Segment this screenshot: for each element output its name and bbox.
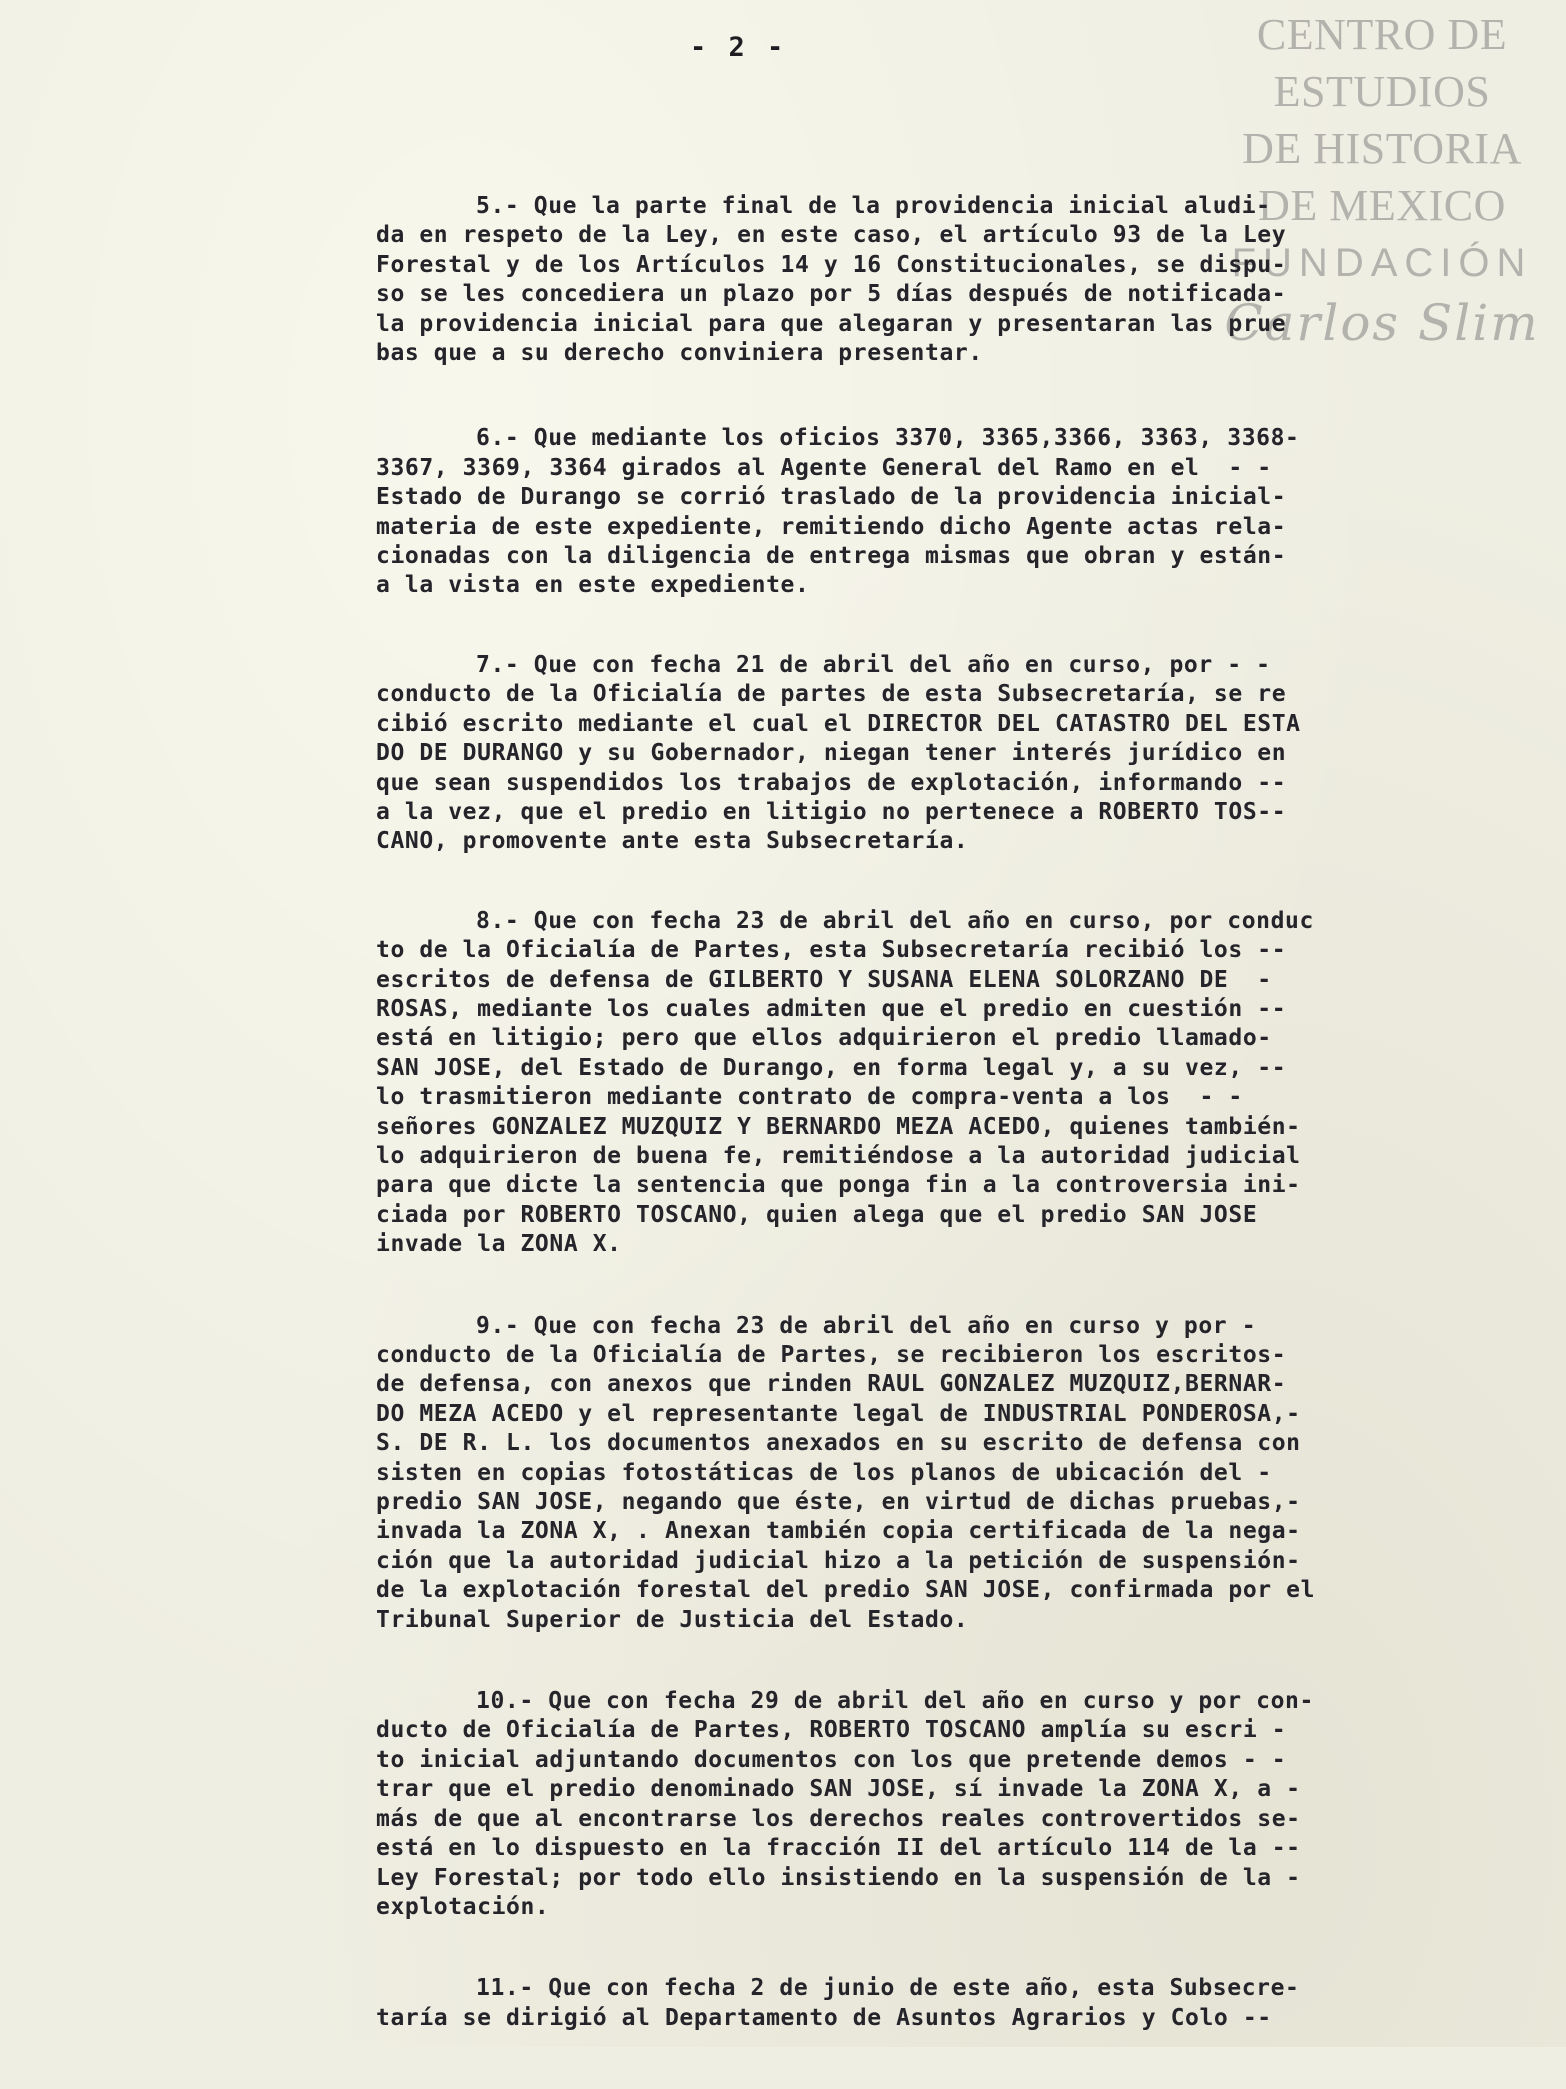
- paragraph-line: cionadas con la diligencia de entrega mismas que obran y están-: [376, 543, 1287, 570]
- paragraph-8: [376, 907, 1422, 1260]
- paragraph-7: [376, 651, 1422, 857]
- paragraph-line: a la vista en este expediente.: [376, 572, 810, 599]
- paragraph-line: so se les concediera un plazo por 5 días después de notificada-: [376, 281, 1287, 308]
- paragraph-line: cibió escrito mediante el cual el DIRECTOR DEL CATASTRO DEL ESTA: [376, 710, 1301, 737]
- paragraph-line: Tribunal Superior de Justicia del Estado.: [376, 1606, 969, 1633]
- paragraph-line: señores GONZALEZ MUZQUIZ Y BERNARDO MEZA ACEDO, quienes también-: [376, 1113, 1301, 1140]
- paragraph-line: materia de este expediente, remitiendo dicho Agente actas rela-: [376, 513, 1287, 540]
- watermark-line-3: DE HISTORIA: [1242, 124, 1522, 173]
- paragraph-11: [376, 1974, 1422, 2033]
- paragraph-line: to inicial adjuntando documentos con los que pretende demos - -: [376, 1746, 1287, 1773]
- paragraph-line: bas que a su derecho conviniera presentar.: [376, 340, 983, 367]
- watermark-signature: Carlos Slim: [1224, 294, 1540, 352]
- paragraph-line: to de la Oficialía de Partes, esta Subsecretaría recibió los --: [376, 937, 1287, 964]
- paragraph-line: conducto de la Oficialía de partes de esta Subsecretaría, se re: [376, 681, 1287, 708]
- paragraph-line: 5.- Que la parte final de la providencia inicial aludi-: [476, 193, 1271, 219]
- paragraph-line: DO DE DURANGO y su Gobernador, niegan tener interés jurídico en: [376, 740, 1287, 767]
- paragraph-line: SAN JOSE, del Estado de Durango, en forma legal y, a su vez, --: [376, 1054, 1287, 1081]
- paragraph-line: ciada por ROBERTO TOSCANO, quien alega que el predio SAN JOSE: [376, 1201, 1258, 1228]
- paragraph-line: la providencia inicial para que alegaran y presentaran las prue: [376, 310, 1287, 337]
- watermark-line-4: DE MEXICO: [1258, 181, 1506, 230]
- paragraph-line: DO MEZA ACEDO y el representante legal de INDUSTRIAL PONDEROSA,-: [376, 1400, 1301, 1427]
- paragraph-line: 10.- Que con fecha 29 de abril del año en curso y por con-: [476, 1688, 1314, 1715]
- paragraph-line: para que dicte la sentencia que ponga fin a la controversia ini-: [376, 1172, 1301, 1199]
- paragraph-line: de defensa, con anexos que rinden RAUL GONZALEZ MUZQUIZ,BERNAR-: [376, 1371, 1287, 1398]
- paragraph-line: a la vez, que el predio en litigio no pertenece a ROBERTO TOS--: [376, 798, 1287, 825]
- paragraph-line: ROSAS, mediante los cuales admiten que el predio en cuestión --: [376, 995, 1287, 1022]
- paragraph-line: 9.- Que con fecha 23 de abril del año en curso y por -: [476, 1312, 1257, 1339]
- paragraph-line: invada la ZONA X, . Anexan también copia certificada de la nega-: [376, 1518, 1301, 1545]
- paragraph-line: trar que el predio denominado SAN JOSE, sí invade la ZONA X, a -: [376, 1776, 1301, 1803]
- paragraph-line: ducto de Oficialía de Partes, ROBERTO TOSCANO amplía su escri -: [376, 1717, 1287, 1744]
- paragraph-line: que sean suspendidos los trabajos de explotación, informando --: [376, 769, 1287, 796]
- paragraph-line: Estado de Durango se corrió traslado de la providencia inicial-: [376, 484, 1287, 511]
- paragraph-6: [376, 424, 1422, 600]
- paragraph-line: 7.- Que con fecha 21 de abril del año en curso, por - -: [476, 651, 1271, 678]
- paragraph-line: de la explotación forestal del predio SAN JOSE, confirmada por el: [376, 1577, 1316, 1604]
- paragraph-9: [376, 1312, 1422, 1635]
- paragraph-line: sisten en copias fotostáticas de los planos de ubicación del -: [376, 1459, 1272, 1486]
- watermark-foundation: FUNDACIÓN: [1231, 241, 1533, 285]
- paragraph-line: S. DE R. L. los documentos anexados en su escrito de defensa con: [376, 1430, 1301, 1457]
- paragraph-line: taría se dirigió al Departamento de Asuntos Agrarios y Colo --: [376, 2004, 1272, 2031]
- document-body: [376, 192, 1422, 2089]
- paragraph-line: Forestal y de los Artículos 14 y 16 Constitucionales, se dispu-: [376, 251, 1287, 278]
- paragraph-line: lo trasmitieron mediante contrato de compra-venta a los - -: [376, 1084, 1243, 1111]
- paragraph-line: más de que al encontrarse los derechos reales controvertidos se-: [376, 1805, 1301, 1832]
- paragraph-line: invade la ZONA X.: [376, 1231, 622, 1258]
- paragraph-line: da en respeto de la Ley, en este caso, el artículo 93 de la Ley: [376, 222, 1287, 249]
- paragraph-line: 6.- Que mediante los oficios 3370, 3365,3366, 3363, 3368-: [476, 425, 1300, 452]
- paragraph-line: CANO, promovente ante esta Subsecretaría.: [376, 828, 969, 855]
- paragraph-line: escritos de defensa de GILBERTO Y SUSANA ELENA SOLORZANO DE -: [376, 966, 1272, 993]
- paragraph-line: Ley Forestal; por todo ello insistiendo en la suspensión de la -: [376, 1864, 1301, 1891]
- paragraph-line: está en litigio; pero que ellos adquirieron el predio llamado-: [376, 1025, 1272, 1052]
- page-number: - 2 -: [690, 32, 787, 63]
- watermark-line-1: CENTRO DE: [1256, 10, 1508, 59]
- paragraph-line: 11.- Que con fecha 2 de junio de este año, esta Subsecre-: [476, 1975, 1300, 2002]
- watermark-line-2: ESTUDIOS: [1273, 67, 1491, 116]
- paragraph-line: está en lo dispuesto en la fracción II del artículo 114 de la --: [376, 1835, 1301, 1862]
- paragraph-10: [376, 1687, 1422, 1922]
- paragraph-line: predio SAN JOSE, negando que éste, en virtud de dichas pruebas,-: [376, 1489, 1301, 1516]
- paragraph-line: lo adquirieron de buena fe, remitiéndose a la autoridad judicial: [376, 1142, 1301, 1169]
- paragraph-line: 8.- Que con fecha 23 de abril del año en curso, por conduc: [476, 907, 1314, 934]
- paragraph-line: ción que la autoridad judicial hizo a la petición de suspensión-: [376, 1547, 1301, 1574]
- paragraph-line: explotación.: [376, 1893, 550, 1920]
- paragraph-line: 3367, 3369, 3364 girados al Agente General del Ramo en el - -: [376, 454, 1272, 481]
- paragraph-line: conducto de la Oficialía de Partes, se recibieron los escritos-: [376, 1342, 1287, 1368]
- paragraph-5: [376, 192, 1422, 368]
